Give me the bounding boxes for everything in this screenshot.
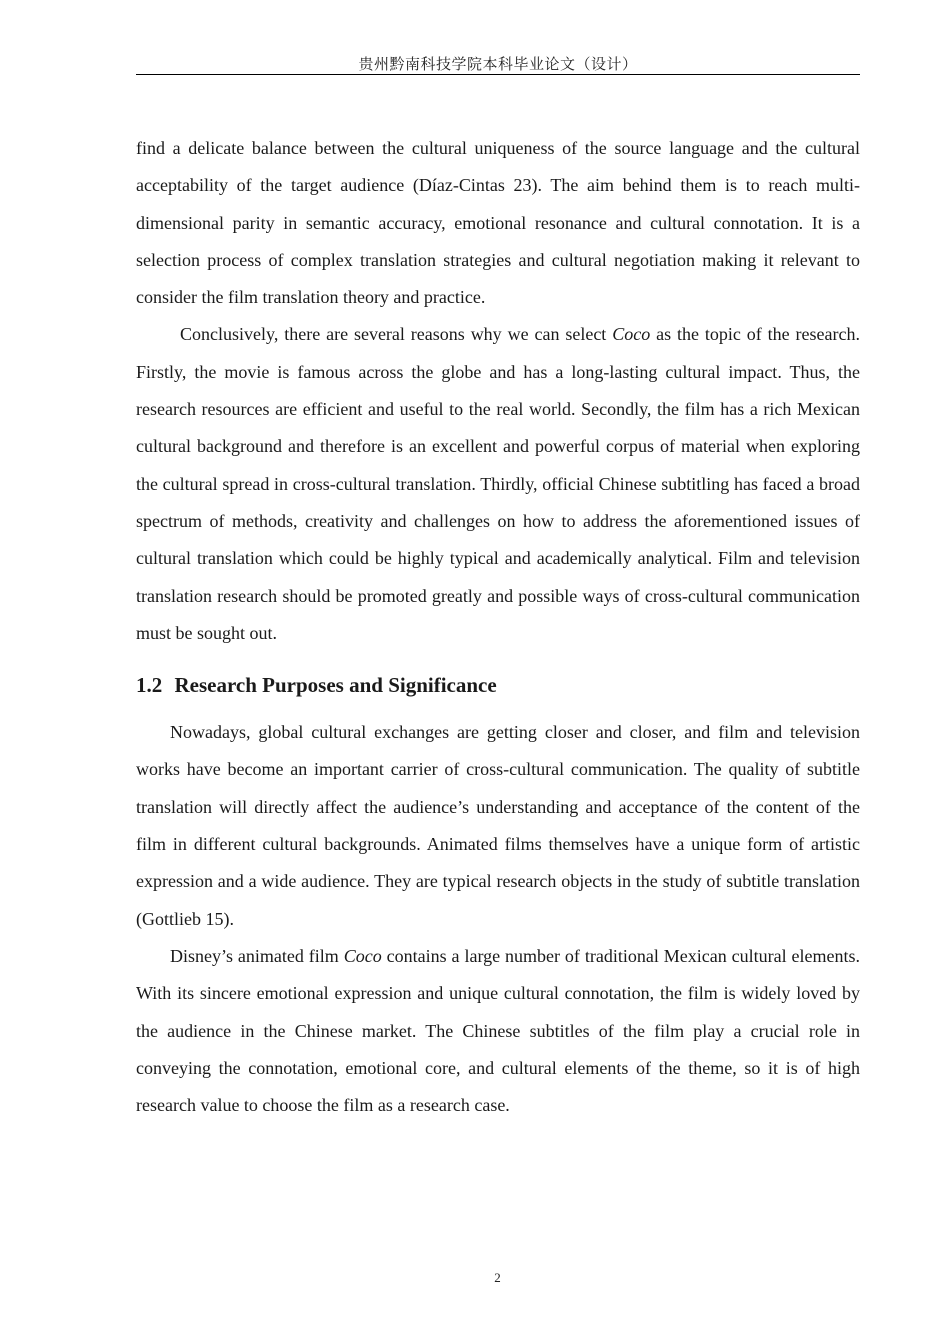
- section-title: Research Purposes and Significance: [174, 673, 497, 698]
- paragraph-continued: find a delicate balance between the cultural uniqueness of the source language and the cultural acceptability of the target audience (Díaz-Cintas 23). The aim behind them is to reach multi-dimensional parity in semantic accuracy, emotional resonance and cultural connotation. It is a selection process of complex translation strategies and cultural negotiation making it relevant to consider the film translation theory and practice.: [136, 138, 860, 308]
- page-number: 2: [494, 1270, 501, 1285]
- paragraph-significance: [136, 938, 860, 1124]
- running-header: 贵州黔南科技学院本科毕业论文（设计）: [358, 55, 638, 73]
- section-number: 1.2: [136, 673, 163, 698]
- paragraph-text: as the topic of the research. Firstly, the movie is famous across the globe and has a long-lasting cultural impact. Thus, the research resources are efficient and useful to the real world. Secondly, the film has a rich Mexican cultural background and therefore is an excellent and powerful corpus of material when exploring the cultural spread in cross-cultural translation. Thirdly, official Chinese subtitling has faced a broad spectrum of methods, creativity and challenges on how to address the aforementioned issues of cultural translation which could be highly typical and academically analytical. Film and television translation research should be promoted greatly and possible ways of cross-cultural communication must be sought out.: [136, 324, 860, 643]
- paragraph-conclusion: [136, 316, 860, 652]
- paragraph-purpose: Nowadays, global cultural exchanges are getting closer and closer, and film and television works have become an important carrier of cross-cultural communication. The quality of subtitle translation will directly affect the audience’s understanding and acceptance of the content of the film in different cultural backgrounds. Animated films themselves have a unique form of artistic expression and a wide audience. They are typical research objects in the study of subtitle translation (Gottlieb 15).: [136, 722, 860, 929]
- paragraph-text: contains a large number of traditional Mexican cultural elements. With its sincere emotional expression and unique cultural connotation, the film is widely loved by the audience in the Chinese market. The Chinese subtitles of the film play a crucial role in conveying the connotation, emotional core, and cultural elements of the theme, so it is of high research value to choose the film as a research case.: [136, 945, 860, 1116]
- paragraph-text: Conclusively, there are several reasons why we can select: [180, 324, 613, 345]
- section-heading: [136, 670, 860, 700]
- film-title: Coco: [343, 945, 382, 966]
- paragraph-text: Disney’s animated film: [170, 945, 344, 966]
- body-text: [136, 130, 860, 1124]
- film-title: Coco: [612, 324, 651, 345]
- header-rule: [136, 74, 860, 75]
